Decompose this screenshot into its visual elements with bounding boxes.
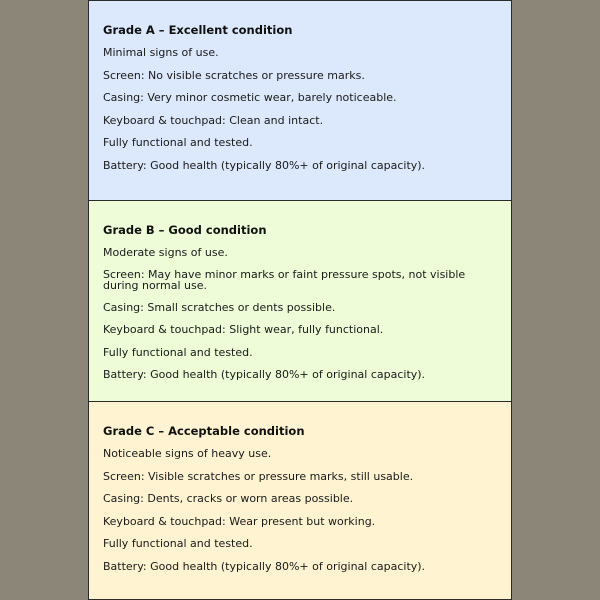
grade-b-title: Grade B – Good condition <box>103 223 267 237</box>
grade-a-line: Minimal signs of use. <box>103 46 219 59</box>
grade-b-line: Moderate signs of use. <box>103 246 228 259</box>
grade-a-section <box>88 0 512 201</box>
grade-b-line: Casing: Small scratches or dents possible. <box>103 300 336 314</box>
grade-b-line: Battery: Good health (typically 80%+ of original capacity). <box>103 368 426 381</box>
grade-c-title: Grade C – Acceptable condition <box>103 424 305 438</box>
grade-b-section <box>88 200 512 402</box>
grading-document <box>88 0 512 600</box>
grade-c-line: Fully functional and tested. <box>103 537 253 550</box>
grade-b-line: Keyboard & touchpad: Slight wear, fully functional. <box>103 323 384 336</box>
grade-a-line: Fully functional and tested. <box>103 136 253 149</box>
grade-a-title: Grade A – Excellent condition <box>103 23 293 37</box>
grade-b-line: Fully functional and tested. <box>103 345 253 359</box>
grade-c-line: Keyboard & touchpad: Wear present but working. <box>103 514 376 528</box>
grade-a-line: Casing: Very minor cosmetic wear, barely noticeable. <box>103 91 397 104</box>
grade-a-line: Screen: No visible scratches or pressure marks. <box>103 68 365 82</box>
grade-a-line: Keyboard & touchpad: Clean and intact. <box>103 113 324 127</box>
grade-c-section <box>88 401 512 600</box>
grade-c-line: Noticeable signs of heavy use. <box>103 447 272 460</box>
grade-c-line: Screen: Visible scratches or pressure marks, still usable. <box>103 469 414 483</box>
grade-c-line: Battery: Good health (typically 80%+ of original capacity). <box>103 559 426 573</box>
grade-b-line: Screen: May have minor marks or faint pressure spots, not visible during normal use. <box>103 267 466 292</box>
grade-c-line: Casing: Dents, cracks or worn areas possible. <box>103 492 354 505</box>
grade-a-line: Battery: Good health (typically 80%+ of original capacity). <box>103 158 426 172</box>
